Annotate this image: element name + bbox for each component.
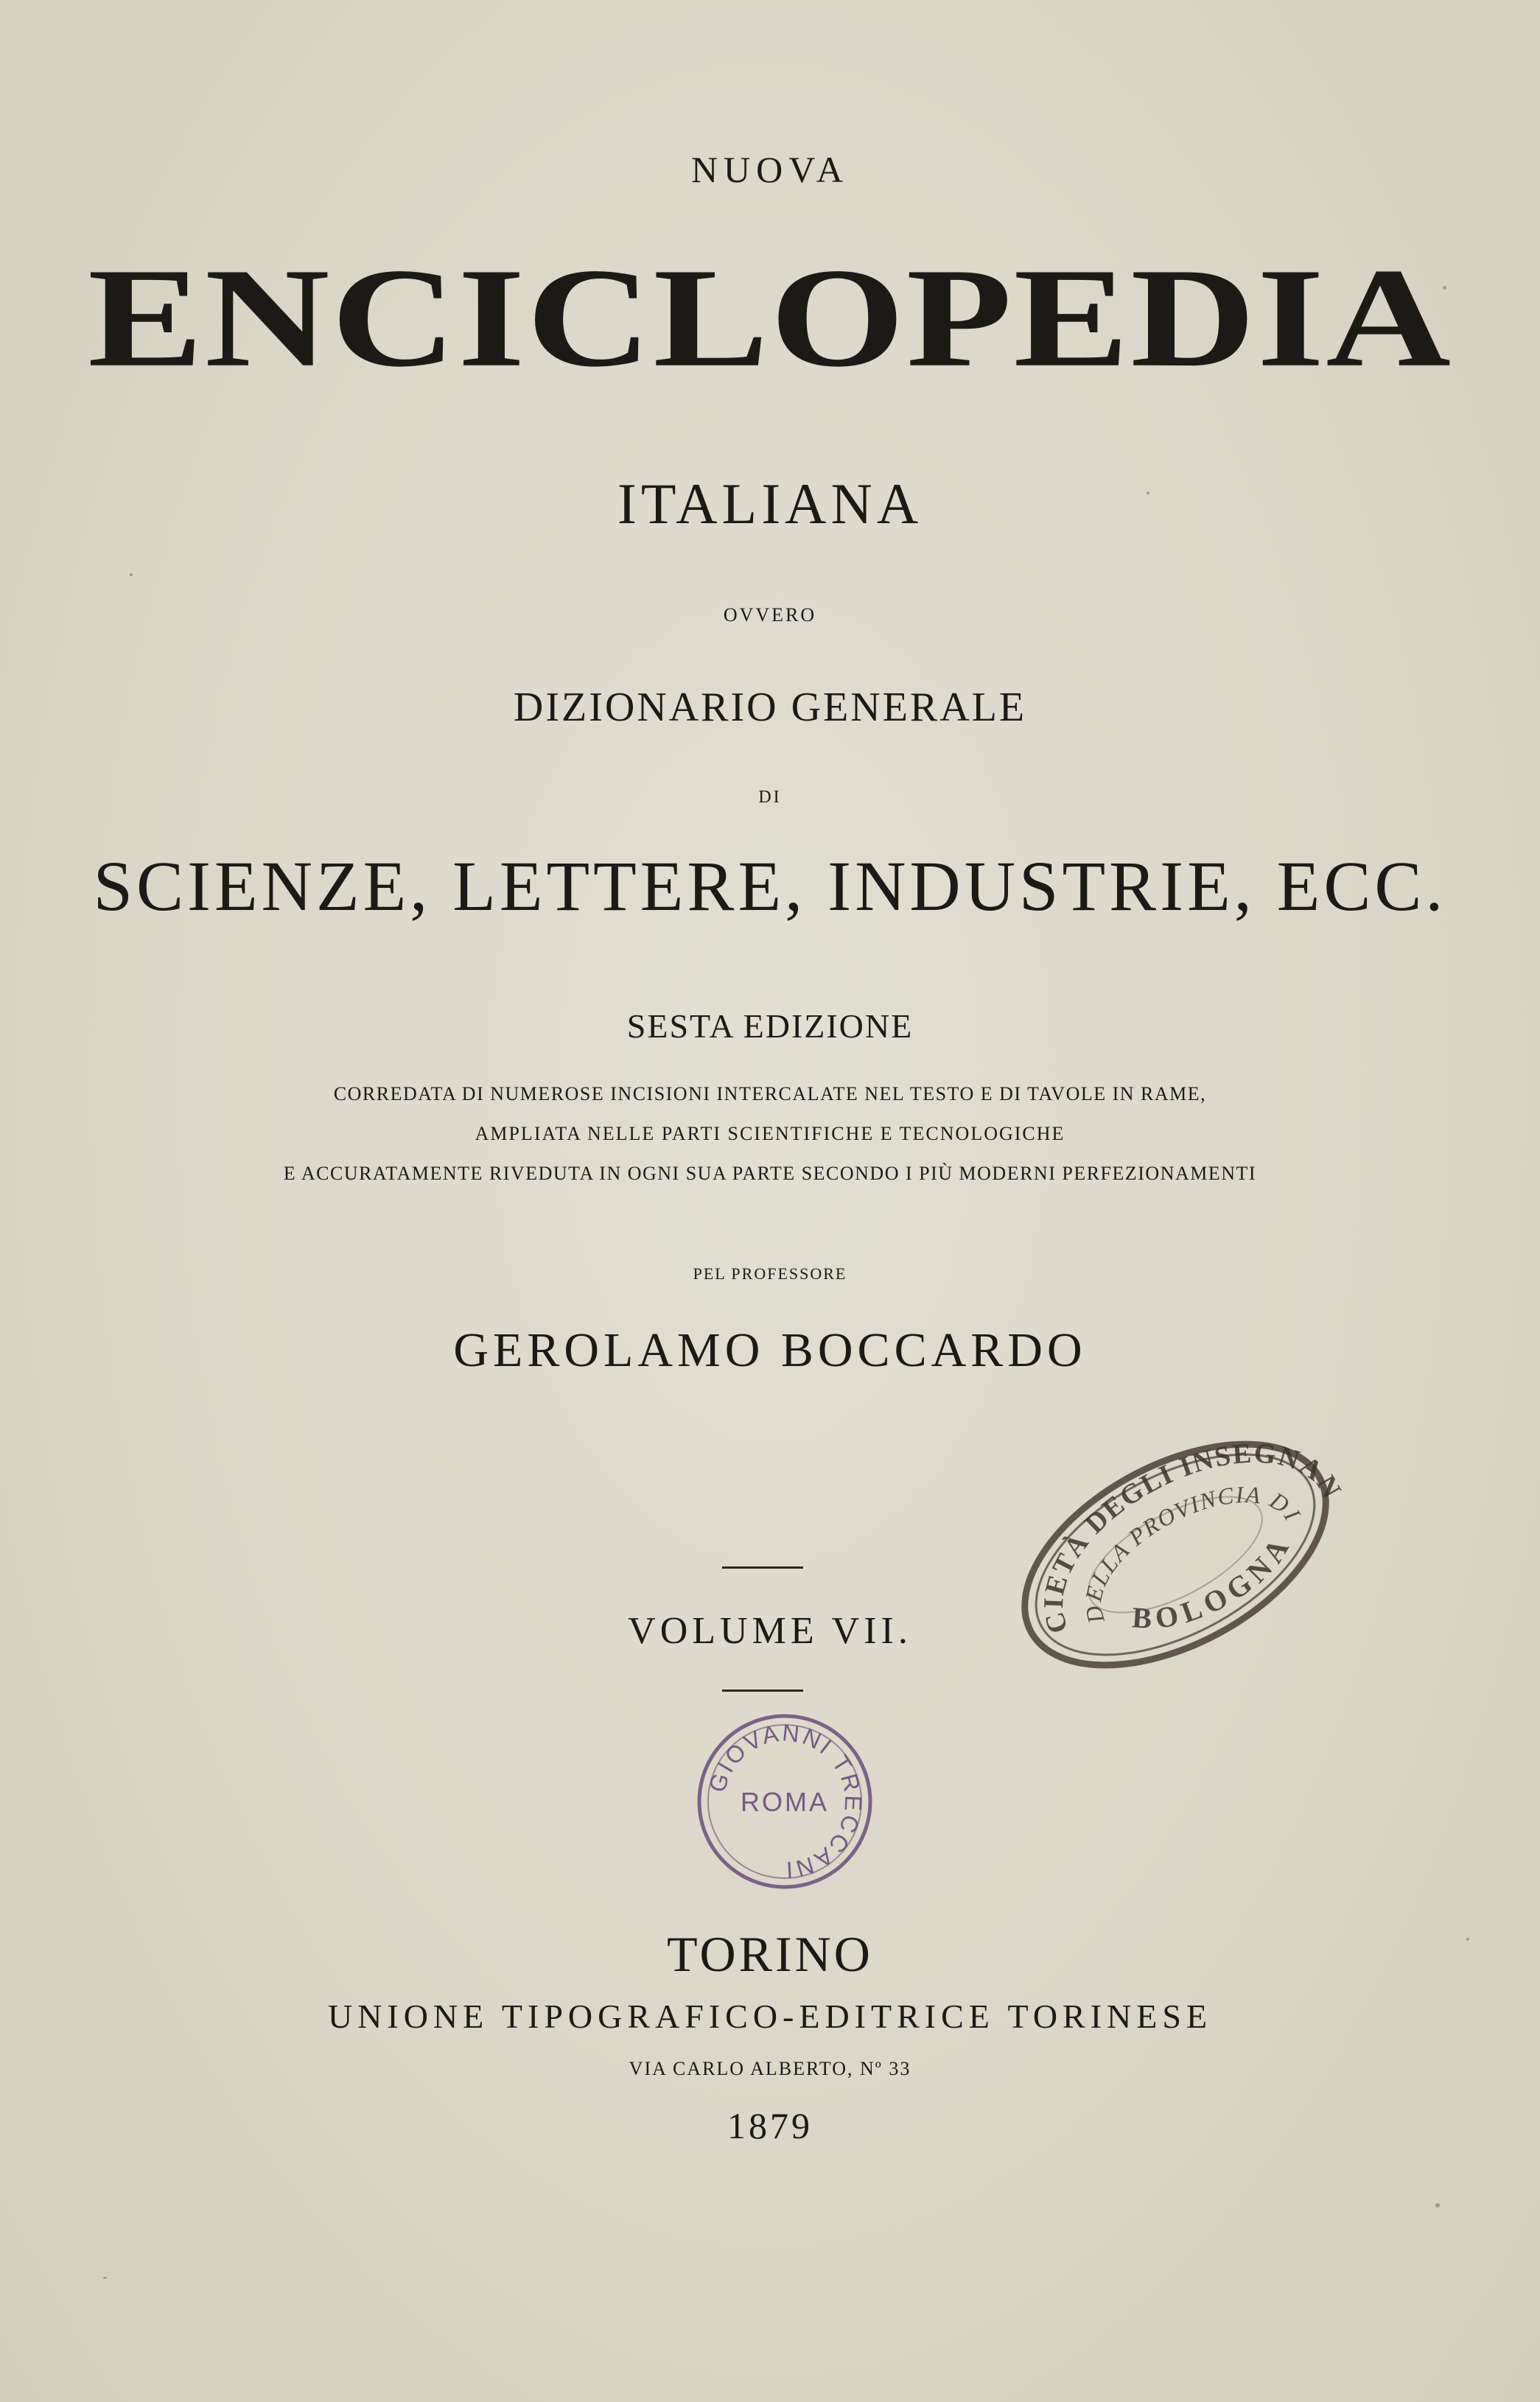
description-line-1: CORREDATA DI NUMEROSE INCISIONI INTERCALATE NEL TESTO E DI TAVOLE IN RAME,: [333, 1083, 1207, 1104]
text-ovvero: OVVERO: [723, 604, 817, 626]
text-di: DI: [758, 788, 782, 807]
imprint-city: TORINO: [667, 1926, 873, 1982]
library-stamp-roma: [693, 1709, 877, 1894]
heading-scienze: SCIENZE, LETTERE, INDUSTRIE, ECC.: [93, 847, 1447, 925]
paper-speck: [1443, 286, 1446, 290]
stamp-outer-text: SOCIETÀ DEGLI INSEGNANTI: [1038, 1438, 1348, 1637]
edition-label: SESTA EDIZIONE: [626, 1007, 914, 1045]
imprint-publisher: UNIONE TIPOGRAFICO-EDITRICE TORINESE: [327, 1997, 1213, 2035]
stamp-middle-text: DELLA PROVINCIA DI: [1079, 1480, 1307, 1627]
stamp-roma-outer-text: GIOVANNI TRECCANI: [703, 1719, 867, 1884]
library-stamp-bologna: [995, 1400, 1356, 1709]
paper-speck: [1147, 491, 1149, 494]
heading-dizionario: DIZIONARIO GENERALE: [513, 684, 1027, 730]
description-line-3: E ACCURATAMENTE RIVEDUTA IN OGNI SUA PARTE SECONDO I PIÙ MODERNI PERFEZIONAMENTI: [283, 1163, 1257, 1184]
heading-nuova: NUOVA: [690, 149, 850, 190]
heading-enciclopedia: ENCICLOPEDIA: [87, 239, 1453, 396]
stamp-bottom-text: BOLOGNA: [1131, 1527, 1298, 1636]
divider-rule: [722, 1566, 803, 1569]
volume-label: VOLUME VII.: [628, 1610, 912, 1652]
stamp-roma-center-text: ROMA: [741, 1787, 829, 1817]
paper-speck: [1435, 2203, 1440, 2207]
paper-speck: [103, 2277, 107, 2279]
description-line-2: AMPLIATA NELLE PARTI SCIENTIFICHE E TECNOLOGICHE: [475, 1123, 1065, 1144]
divider-rule: [722, 1690, 803, 1692]
author-name: GEROLAMO BOCCARDO: [453, 1323, 1087, 1377]
paper-speck: [130, 573, 133, 576]
imprint-year: 1879: [727, 2105, 813, 2146]
imprint-address: VIA CARLO ALBERTO, Nº 33: [629, 2058, 911, 2079]
heading-italiana: ITALIANA: [617, 472, 923, 536]
paper-speck: [1466, 1938, 1469, 1941]
text-pel-professore: PEL PROFESSORE: [693, 1264, 847, 1283]
